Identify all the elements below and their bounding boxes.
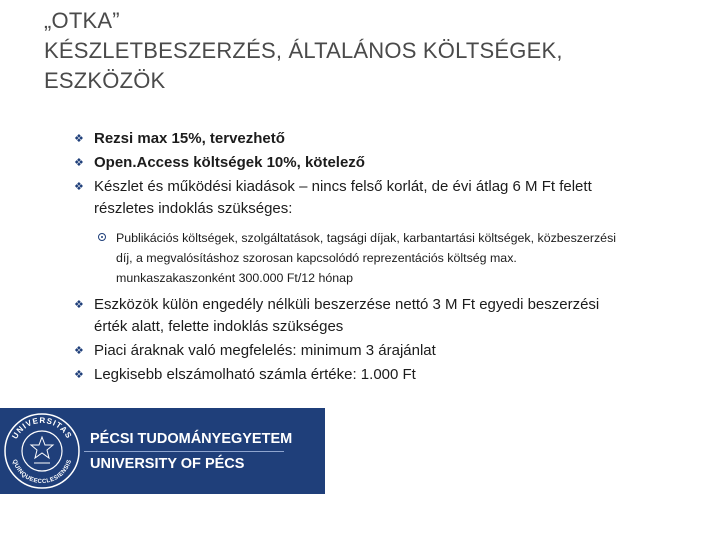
university-name-en: UNIVERSITY OF PÉCS: [90, 455, 245, 472]
diamond-bullet-icon: ❖: [74, 369, 84, 381]
diamond-bullet-icon: ❖: [74, 181, 84, 193]
svg-text:UNIVERSITAS: UNIVERSITAS: [10, 415, 74, 441]
diamond-bullet-icon: ❖: [74, 345, 84, 357]
bullet-item: [74, 176, 634, 220]
title-line-2: KÉSZLETBESZERZÉS, ÁLTALÁNOS KÖLTSÉGEK,: [44, 38, 563, 63]
bullet-item: [74, 340, 634, 362]
university-name-block: [84, 429, 292, 474]
diamond-bullet-icon: ❖: [74, 299, 84, 311]
bullet-text: Eszközök külön engedély nélküli beszerzése nettó 3 M Ft egyedi beszerzési érték alatt, felette indoklás szükséges: [94, 296, 600, 335]
bullet-item: [74, 128, 634, 150]
university-name-hu: PÉCSI TUDOMÁNYEGYETEM: [90, 430, 293, 447]
bullet-text: Legkisebb elszámolható számla értéke: 1.000 Ft: [94, 366, 416, 383]
bullet-item: [74, 152, 634, 174]
title-line-1: „OTKA”: [44, 8, 120, 33]
bullet-text: Rezsi max 15%, tervezhető: [94, 130, 285, 147]
bullet-text: Készlet és működési kiadások – nincs felső korlát, de évi átlag 6 M Ft felett részletes indoklás szükséges:: [94, 178, 592, 217]
bullet-item: [74, 294, 634, 338]
slide-title: [44, 6, 684, 96]
diamond-bullet-icon: ❖: [74, 157, 84, 169]
sub-bullet-text: Publikációs költségek, szolgáltatások, tagsági díjak, karbantartási költségek, közbeszerzési díj, a megvalósításhoz szorosan kapcsolódó reprezentációs költség max. munkaszakaszonként 300.000 Ft/12 hónap: [116, 231, 617, 285]
bullet-list: [74, 128, 634, 386]
university-logo-banner: [0, 408, 325, 494]
logo-divider: [84, 451, 284, 452]
svg-text:QUINQUEECCLESIENSIS: QUINQUEECCLESIENSIS: [10, 458, 74, 486]
university-seal-icon: [0, 408, 84, 494]
bullet-item: [74, 364, 634, 386]
sub-bullet-item: [96, 228, 634, 288]
bullet-text: Piaci áraknak való megfelelés: minimum 3 árajánlat: [94, 342, 436, 359]
bullet-text: Open.Access költségek 10%, kötelező: [94, 154, 365, 171]
diamond-bullet-icon: ❖: [74, 133, 84, 145]
title-line-3: ESZKÖZÖK: [44, 68, 166, 93]
circle-bullet-icon: [98, 233, 106, 241]
